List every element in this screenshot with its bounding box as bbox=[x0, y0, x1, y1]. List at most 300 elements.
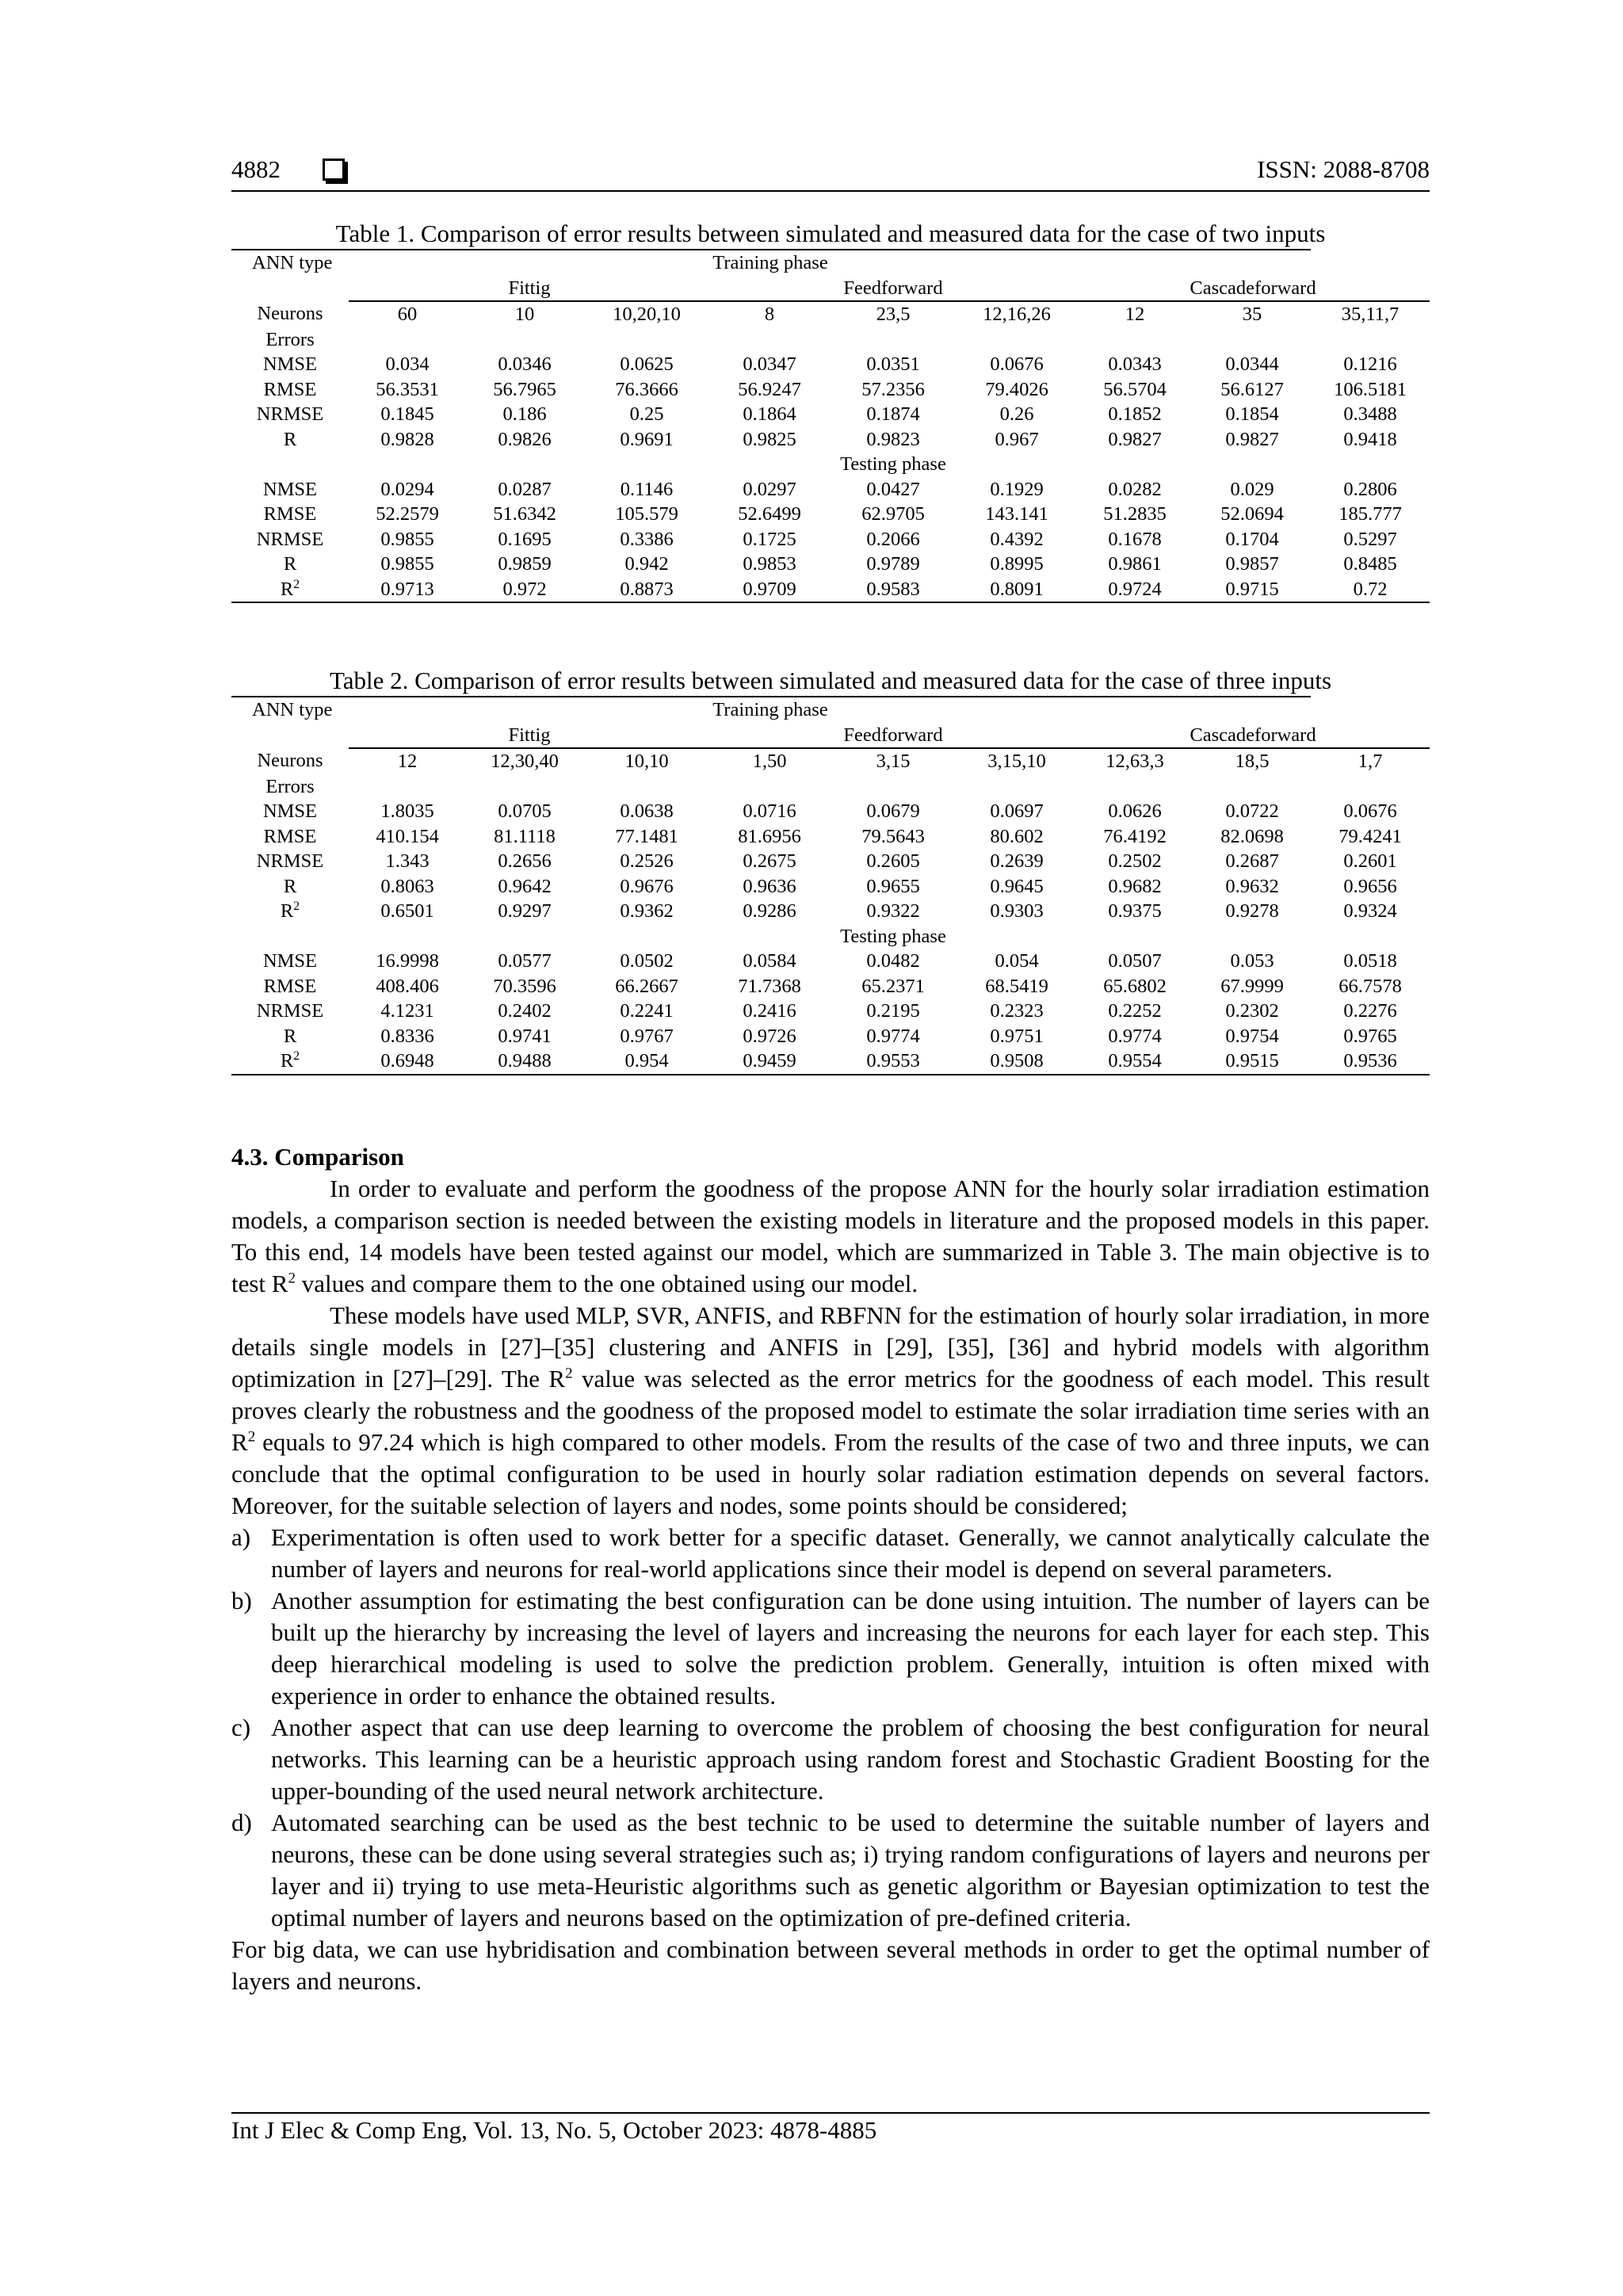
metric-value: 0.9278 bbox=[1225, 900, 1279, 922]
metric-value: 0.9324 bbox=[1343, 900, 1397, 922]
paragraph-1-text-b: values and compare them to the one obtained using our model. bbox=[295, 1270, 918, 1297]
section-title: 4.3. Comparison bbox=[231, 1143, 404, 1171]
errors-row bbox=[231, 327, 1430, 353]
paragraph-2-text-a: These models have used MLP, SVR, ANFIS, and RBFNN for the estimation of hourly solar irradiation, in more details single models in [27]–[35] clustering and ANFIS in [29], [35], [36] and hybrid models with algorithm optimization in [27]–[29]. The R bbox=[231, 1301, 1430, 1392]
group-cascadeforward: Cascadeforward bbox=[1076, 723, 1430, 749]
metric-value: 68.5419 bbox=[985, 975, 1048, 997]
metric-value: 0.1864 bbox=[743, 403, 796, 425]
metric-label bbox=[231, 899, 349, 924]
table-row bbox=[231, 527, 1430, 552]
group-row bbox=[231, 723, 1430, 749]
metric-value: 0.2195 bbox=[866, 1000, 920, 1022]
metric-value: 65.6802 bbox=[1103, 975, 1167, 997]
table-row bbox=[231, 874, 1430, 900]
metric-value: 0.2323 bbox=[990, 1000, 1044, 1022]
metric-label bbox=[231, 1024, 349, 1049]
metric-value: 408.406 bbox=[376, 975, 439, 997]
metric-value: 0.0343 bbox=[1108, 353, 1162, 375]
metric-value: 0.9741 bbox=[498, 1025, 552, 1047]
metric-value: 79.4026 bbox=[985, 378, 1048, 400]
metric-value: 0.0482 bbox=[866, 950, 920, 972]
square-bullet-icon bbox=[323, 159, 345, 181]
table-cell bbox=[957, 250, 1311, 276]
metric-value: 0.1216 bbox=[1343, 353, 1397, 375]
metric-name: R bbox=[283, 553, 297, 575]
neurons-row bbox=[231, 748, 1430, 774]
header-row bbox=[231, 697, 1430, 723]
metric-value: 56.9247 bbox=[738, 378, 801, 400]
metric-value: 0.9375 bbox=[1108, 900, 1162, 922]
metric-value: 0.954 bbox=[583, 1049, 710, 1075]
metric-name: NRMSE bbox=[256, 528, 324, 550]
metric-value: 0.9459 bbox=[710, 1049, 829, 1075]
metric-value: 0.0679 bbox=[866, 800, 920, 822]
metric-name: NRMSE bbox=[256, 850, 324, 872]
table-row bbox=[231, 477, 1430, 502]
metric-value: 0.2526 bbox=[620, 850, 674, 872]
metric-value: 0.0705 bbox=[498, 800, 552, 822]
metric-value: 0.0584 bbox=[743, 950, 796, 972]
metric-value: 0.8995 bbox=[990, 553, 1044, 575]
table-cell bbox=[349, 697, 583, 723]
metric-value: 0.0346 bbox=[498, 353, 552, 375]
metric-value: 56.3531 bbox=[376, 378, 439, 400]
metric-value: 0.9322 bbox=[866, 900, 920, 922]
metric-value: 56.5704 bbox=[1103, 378, 1167, 400]
metric-value: 79.5643 bbox=[861, 825, 925, 847]
metric-value: 0.2402 bbox=[498, 1000, 552, 1022]
metric-value: 0.9861 bbox=[1108, 553, 1162, 575]
closing-paragraph: For big data, we can use hybridisation and combination between several methods in order to get the optimal number of layers and neurons. bbox=[231, 1935, 1430, 1995]
metric-label bbox=[231, 377, 349, 403]
table-row bbox=[231, 377, 1430, 403]
metric-value: 0.9767 bbox=[620, 1025, 674, 1047]
neurons-value: 35,11,7 bbox=[1341, 304, 1400, 325]
metric-value: 0.2276 bbox=[1343, 1000, 1397, 1022]
metric-label bbox=[231, 477, 349, 502]
metric-value: 0.2806 bbox=[1343, 478, 1397, 500]
metric-value: 0.186 bbox=[502, 403, 547, 425]
list-marker: d) bbox=[231, 1809, 252, 1836]
superscript: 2 bbox=[247, 1428, 256, 1446]
metric-value: 0.9554 bbox=[1076, 1049, 1193, 1075]
metric-value: 1.8035 bbox=[380, 800, 434, 822]
metric-value: 0.9682 bbox=[1108, 875, 1162, 897]
metric-value: 0.9765 bbox=[1343, 1025, 1397, 1047]
metric-name: R bbox=[283, 428, 297, 450]
table-row bbox=[231, 999, 1430, 1024]
table-row bbox=[231, 1049, 1430, 1075]
metric-value: 0.9827 bbox=[1225, 428, 1279, 450]
neurons-value: 60 bbox=[397, 304, 418, 325]
metric-value: 52.2579 bbox=[376, 503, 439, 525]
metric-value: 0.0351 bbox=[866, 353, 920, 375]
metric-value: 0.6501 bbox=[380, 900, 434, 922]
metric-value: 0.2502 bbox=[1108, 850, 1162, 872]
issn: ISSN: 2088-8708 bbox=[1257, 155, 1430, 183]
metric-value: 0.3488 bbox=[1343, 403, 1397, 425]
group-row bbox=[231, 276, 1430, 302]
table-cell bbox=[349, 924, 710, 949]
table-row bbox=[231, 402, 1430, 427]
metric-value: 0.9715 bbox=[1193, 577, 1311, 603]
metric-value: 0.9789 bbox=[866, 553, 920, 575]
footer-rule bbox=[231, 2112, 1430, 2114]
list-item bbox=[231, 1712, 1430, 1807]
list-item-text: Another aspect that can use deep learning to overcome the problem of choosing the best configuration for neural networks. This learning can be a heuristic approach using random forest and Stochastic Gradient Boosting for the upper-bounding of the used neural network architecture. bbox=[271, 1713, 1430, 1805]
metric-value: 0.942 bbox=[624, 553, 669, 575]
testing-phase-label: Testing phase bbox=[840, 925, 946, 947]
metric-value: 0.9642 bbox=[498, 875, 552, 897]
group-feedforward: Feedforward bbox=[710, 276, 1076, 302]
metric-value: 0.0347 bbox=[743, 353, 796, 375]
metric-label bbox=[231, 552, 349, 577]
metric-value: 0.0577 bbox=[498, 950, 552, 972]
list-marker: b) bbox=[231, 1587, 252, 1614]
metric-value: 0.9656 bbox=[1343, 875, 1397, 897]
metric-value: 0.1852 bbox=[1108, 403, 1162, 425]
metric-value: 0.8873 bbox=[583, 577, 710, 603]
neurons-value: 10,10 bbox=[624, 751, 669, 772]
metric-value: 0.2066 bbox=[866, 528, 920, 550]
paragraph-2-text-b: value was selected as the error metrics for the goodness of each model. This result proves clearly the robustness and the goodness of the proposed model to estimate the solar irradiation time series with an R bbox=[231, 1365, 1430, 1456]
metric-label bbox=[231, 577, 349, 603]
ann-type-label: ANN type bbox=[231, 697, 349, 748]
metric-value: 0.1874 bbox=[866, 403, 920, 425]
metric-value: 0.2252 bbox=[1108, 1000, 1162, 1022]
metric-value: 0.9713 bbox=[349, 577, 466, 603]
group-fittig: Fittig bbox=[349, 723, 710, 749]
metric-value: 67.9999 bbox=[1220, 975, 1284, 997]
metric-value: 0.1929 bbox=[990, 478, 1044, 500]
testing-phase-row bbox=[231, 452, 1430, 477]
metric-value: 0.9508 bbox=[957, 1049, 1076, 1075]
errors-row bbox=[231, 774, 1430, 800]
metric-value: 0.9826 bbox=[498, 428, 552, 450]
metric-value: 66.7578 bbox=[1338, 975, 1402, 997]
neurons-value: 35 bbox=[1242, 304, 1262, 325]
paragraph-1 bbox=[231, 1173, 1430, 1300]
neurons-label: Neurons bbox=[257, 750, 323, 771]
metric-label bbox=[231, 1049, 349, 1075]
metric-name: NMSE bbox=[262, 800, 318, 822]
table1 bbox=[231, 249, 1430, 603]
metric-name: R bbox=[280, 578, 294, 600]
metric-value: 0.8336 bbox=[380, 1025, 434, 1047]
testing-phase-label: Testing phase bbox=[840, 453, 946, 475]
metric-value: 0.0638 bbox=[620, 800, 674, 822]
metric-value: 80.602 bbox=[990, 825, 1044, 847]
neurons-value: 23,5 bbox=[876, 304, 911, 325]
metric-value: 0.0626 bbox=[1108, 800, 1162, 822]
errors-label: Errors bbox=[265, 328, 315, 350]
metric-value: 0.9676 bbox=[620, 875, 674, 897]
metric-value: 0.25 bbox=[629, 403, 664, 425]
metric-value: 0.9853 bbox=[743, 553, 796, 575]
table-cell bbox=[349, 250, 583, 276]
neurons-value: 12 bbox=[1125, 304, 1145, 325]
metric-value: 81.1118 bbox=[494, 825, 556, 847]
table-row bbox=[231, 352, 1430, 377]
metric-value: 0.0676 bbox=[990, 353, 1044, 375]
metric-label bbox=[231, 352, 349, 377]
metric-label bbox=[231, 849, 349, 874]
metric-name: R bbox=[283, 1025, 297, 1047]
metric-value: 76.3666 bbox=[615, 378, 678, 400]
metric-value: 0.9855 bbox=[380, 553, 434, 575]
metric-value: 0.0507 bbox=[1108, 950, 1162, 972]
metric-value: 0.4392 bbox=[990, 528, 1044, 550]
metric-value: 105.579 bbox=[615, 503, 678, 525]
superscript: 2 bbox=[565, 1365, 573, 1382]
neurons-value: 18,5 bbox=[1235, 751, 1270, 772]
metric-value: 0.9823 bbox=[866, 428, 920, 450]
header-row bbox=[231, 250, 1430, 276]
metric-value: 0.9655 bbox=[866, 875, 920, 897]
metric-value: 0.9418 bbox=[1343, 428, 1397, 450]
metric-value: 77.1481 bbox=[615, 825, 678, 847]
list-marker: c) bbox=[231, 1713, 251, 1741]
metric-value: 0.0502 bbox=[620, 950, 674, 972]
metric-value: 79.4241 bbox=[1338, 825, 1402, 847]
metric-value: 0.1725 bbox=[743, 528, 796, 550]
metric-value: 143.141 bbox=[985, 503, 1048, 525]
neurons-row bbox=[231, 301, 1430, 327]
table-row bbox=[231, 974, 1430, 999]
metric-label bbox=[231, 502, 349, 527]
metric-value: 0.0294 bbox=[380, 478, 434, 500]
metric-value: 0.9553 bbox=[829, 1049, 957, 1075]
metric-value: 16.9998 bbox=[376, 950, 439, 972]
metric-name: NMSE bbox=[262, 353, 318, 375]
metric-value: 0.6948 bbox=[349, 1049, 466, 1075]
metric-value: 4.1231 bbox=[380, 1000, 434, 1022]
metric-label bbox=[231, 799, 349, 824]
metric-value: 0.034 bbox=[385, 353, 430, 375]
table1-grid bbox=[231, 249, 1430, 603]
page-number: 4882 bbox=[231, 155, 281, 183]
metric-value: 0.0344 bbox=[1225, 353, 1279, 375]
metric-value: 0.1678 bbox=[1108, 528, 1162, 550]
metric-name: RMSE bbox=[263, 378, 317, 400]
metric-value: 0.2302 bbox=[1225, 1000, 1279, 1022]
metric-superscript: 2 bbox=[293, 899, 300, 913]
metric-value: 185.777 bbox=[1338, 503, 1402, 525]
metric-value: 0.26 bbox=[999, 403, 1034, 425]
table-cell bbox=[1076, 924, 1430, 949]
list-item-text: Experimentation is often used to work better for a specific dataset. Generally, we cannot analytically calculate the number of layers and neurons for real-world applications since their model is depend on several parameters. bbox=[271, 1523, 1430, 1583]
metric-value: 0.9583 bbox=[829, 577, 957, 603]
table-cell bbox=[231, 452, 349, 477]
metric-value: 0.2639 bbox=[990, 850, 1044, 872]
paragraph-2 bbox=[231, 1300, 1430, 1522]
table-row bbox=[231, 552, 1430, 577]
metric-superscript: 2 bbox=[293, 1049, 300, 1063]
metric-value: 0.0287 bbox=[498, 478, 552, 500]
metric-value: 0.1695 bbox=[498, 528, 552, 550]
metric-value: 82.0698 bbox=[1220, 825, 1284, 847]
paragraph-1-text-a: In order to evaluate and perform the goodness of the propose ANN for the hourly solar irradiation estimation models, a comparison section is needed between the existing models in literature and the proposed models in this paper. To this end, 14 models have been tested against our model, which are summarized in Table 3. The main objective is to test R bbox=[231, 1175, 1430, 1297]
table1-caption: Table 1. Comparison of error results between simulated and measured data for the case of two inputs bbox=[335, 220, 1326, 247]
neurons-value: 10 bbox=[514, 304, 535, 325]
metric-value: 0.9724 bbox=[1076, 577, 1193, 603]
metric-name: RMSE bbox=[263, 825, 317, 847]
superscript: 2 bbox=[288, 1270, 296, 1287]
metric-value: 81.6956 bbox=[738, 825, 801, 847]
neurons-value: 3,15,10 bbox=[987, 751, 1046, 772]
group-feedforward: Feedforward bbox=[710, 723, 1076, 749]
table-row bbox=[231, 949, 1430, 974]
metric-value: 0.2675 bbox=[743, 850, 796, 872]
metric-value: 0.0518 bbox=[1343, 950, 1397, 972]
metric-value: 57.2356 bbox=[861, 378, 925, 400]
list-item bbox=[231, 1585, 1430, 1712]
metric-value: 0.9636 bbox=[743, 875, 796, 897]
neurons-label: Neurons bbox=[257, 303, 323, 324]
metric-value: 0.9645 bbox=[990, 875, 1044, 897]
metric-value: 0.2687 bbox=[1225, 850, 1279, 872]
neurons-value: 3,15 bbox=[876, 751, 911, 772]
metric-value: 0.72 bbox=[1311, 577, 1430, 603]
metric-value: 0.2601 bbox=[1343, 850, 1397, 872]
metric-value: 62.9705 bbox=[861, 503, 925, 525]
metric-name: NRMSE bbox=[256, 403, 324, 425]
metric-value: 410.154 bbox=[376, 825, 439, 847]
metric-value: 0.8063 bbox=[380, 875, 434, 897]
list-item bbox=[231, 1522, 1430, 1585]
metric-value: 0.9859 bbox=[498, 553, 552, 575]
metric-value: 51.2835 bbox=[1103, 503, 1167, 525]
paragraph-2-text-c: equals to 97.24 which is high compared to other models. From the results of the case of two and three inputs, we can conclude that the optimal configuration to be used in hourly solar radiation estimation depends on several factors. Moreover, for the suitable selection of layers and nodes, some points should be considered; bbox=[231, 1428, 1430, 1519]
training-phase-label: Training phase bbox=[583, 697, 957, 723]
header-rule bbox=[231, 190, 1430, 192]
metric-value: 0.9488 bbox=[466, 1049, 583, 1075]
metric-name: R bbox=[283, 875, 297, 897]
metric-value: 0.9536 bbox=[1311, 1049, 1430, 1075]
page-header bbox=[231, 155, 1430, 193]
metric-value: 0.9303 bbox=[990, 900, 1044, 922]
metric-value: 1.343 bbox=[385, 850, 430, 872]
neurons-value: 12,30,40 bbox=[491, 751, 559, 772]
metric-name: R bbox=[280, 900, 294, 922]
footer-citation: Int J Elec & Comp Eng, Vol. 13, No. 5, October 2023: 4878-4885 bbox=[231, 2116, 877, 2144]
metric-value: 0.9827 bbox=[1108, 428, 1162, 450]
metric-value: 0.9754 bbox=[1225, 1025, 1279, 1047]
list-item-text: Another assumption for estimating the best configuration can be done using intuition. The number of layers can be built up the hierarchy by increasing the level of layers and increasing the neurons for each layer for each step. This deep hierarchical modeling is used to solve the prediction problem. Generally, intuition is often mixed with experience in order to enhance the obtained results. bbox=[271, 1587, 1430, 1710]
table2-grid bbox=[231, 696, 1430, 1075]
metric-value: 0.9515 bbox=[1193, 1049, 1311, 1075]
table-row bbox=[231, 1024, 1430, 1049]
neurons-value: 1,50 bbox=[752, 751, 787, 772]
table-cell bbox=[349, 327, 1430, 353]
metric-value: 0.0697 bbox=[990, 800, 1044, 822]
metric-name: RMSE bbox=[263, 975, 317, 997]
metric-superscript: 2 bbox=[293, 577, 300, 591]
metric-value: 0.9362 bbox=[620, 900, 674, 922]
metric-value: 51.6342 bbox=[493, 503, 556, 525]
metric-name: NMSE bbox=[262, 950, 318, 972]
group-cascadeforward: Cascadeforward bbox=[1076, 276, 1430, 302]
metric-label bbox=[231, 874, 349, 900]
metric-label bbox=[231, 949, 349, 974]
metric-value: 0.029 bbox=[1230, 478, 1274, 500]
section-comparison bbox=[231, 1141, 1430, 1997]
metric-value: 0.8485 bbox=[1343, 553, 1397, 575]
table-row bbox=[231, 824, 1430, 850]
metric-value: 70.3596 bbox=[493, 975, 556, 997]
errors-label: Errors bbox=[265, 775, 315, 797]
neurons-value: 12,63,3 bbox=[1106, 751, 1164, 772]
neurons-value: 8 bbox=[764, 304, 775, 325]
table-row bbox=[231, 799, 1430, 824]
metric-value: 0.9286 bbox=[743, 900, 796, 922]
metric-value: 52.0694 bbox=[1220, 503, 1284, 525]
metric-value: 106.5181 bbox=[1334, 378, 1407, 400]
table2-caption: Table 2. Comparison of error results between simulated and measured data for the case of three inputs bbox=[329, 667, 1332, 694]
metric-value: 0.053 bbox=[1230, 950, 1274, 972]
neurons-value: 12 bbox=[397, 751, 418, 772]
metric-value: 56.6127 bbox=[1220, 378, 1284, 400]
metric-value: 66.2667 bbox=[615, 975, 678, 997]
table-row bbox=[231, 577, 1430, 603]
metric-value: 65.2371 bbox=[861, 975, 925, 997]
table-row bbox=[231, 899, 1430, 924]
metric-name: RMSE bbox=[263, 503, 317, 525]
metric-value: 0.972 bbox=[466, 577, 583, 603]
metric-value: 0.2241 bbox=[620, 1000, 674, 1022]
neurons-value: 12,16,26 bbox=[983, 304, 1051, 325]
metric-value: 0.0297 bbox=[743, 478, 796, 500]
list-marker: a) bbox=[231, 1523, 251, 1551]
metric-label bbox=[231, 427, 349, 453]
table2 bbox=[231, 696, 1430, 1075]
metric-label bbox=[231, 999, 349, 1024]
metric-value: 0.9726 bbox=[743, 1025, 796, 1047]
metric-name: NMSE bbox=[262, 478, 318, 500]
metric-value: 0.2605 bbox=[866, 850, 920, 872]
metric-value: 52.6499 bbox=[738, 503, 801, 525]
metric-value: 0.9297 bbox=[498, 900, 552, 922]
metric-value: 0.9855 bbox=[380, 528, 434, 550]
testing-phase-row bbox=[231, 924, 1430, 949]
metric-label bbox=[231, 527, 349, 552]
metric-value: 0.9857 bbox=[1225, 553, 1279, 575]
neurons-value: 10,20,10 bbox=[613, 304, 681, 325]
table-row bbox=[231, 849, 1430, 874]
metric-value: 0.9774 bbox=[866, 1025, 920, 1047]
table-cell bbox=[349, 774, 1430, 800]
table-cell bbox=[231, 924, 349, 949]
metric-value: 0.1146 bbox=[620, 478, 674, 500]
metric-value: 0.1704 bbox=[1225, 528, 1279, 550]
metric-value: 0.8091 bbox=[957, 577, 1076, 603]
metric-value: 0.967 bbox=[995, 428, 1039, 450]
training-phase-label: Training phase bbox=[583, 250, 957, 276]
metric-value: 0.9632 bbox=[1225, 875, 1279, 897]
metric-value: 0.9828 bbox=[380, 428, 434, 450]
metric-value: 0.1845 bbox=[380, 403, 434, 425]
metric-value: 0.1854 bbox=[1225, 403, 1279, 425]
metric-label bbox=[231, 824, 349, 850]
metric-value: 76.4192 bbox=[1103, 825, 1167, 847]
list-item bbox=[231, 1807, 1430, 1934]
metric-value: 0.2416 bbox=[743, 1000, 796, 1022]
metric-value: 0.9825 bbox=[743, 428, 796, 450]
metric-value: 0.9709 bbox=[710, 577, 829, 603]
metric-value: 0.0282 bbox=[1108, 478, 1162, 500]
metric-value: 0.3386 bbox=[620, 528, 674, 550]
table-row bbox=[231, 502, 1430, 527]
